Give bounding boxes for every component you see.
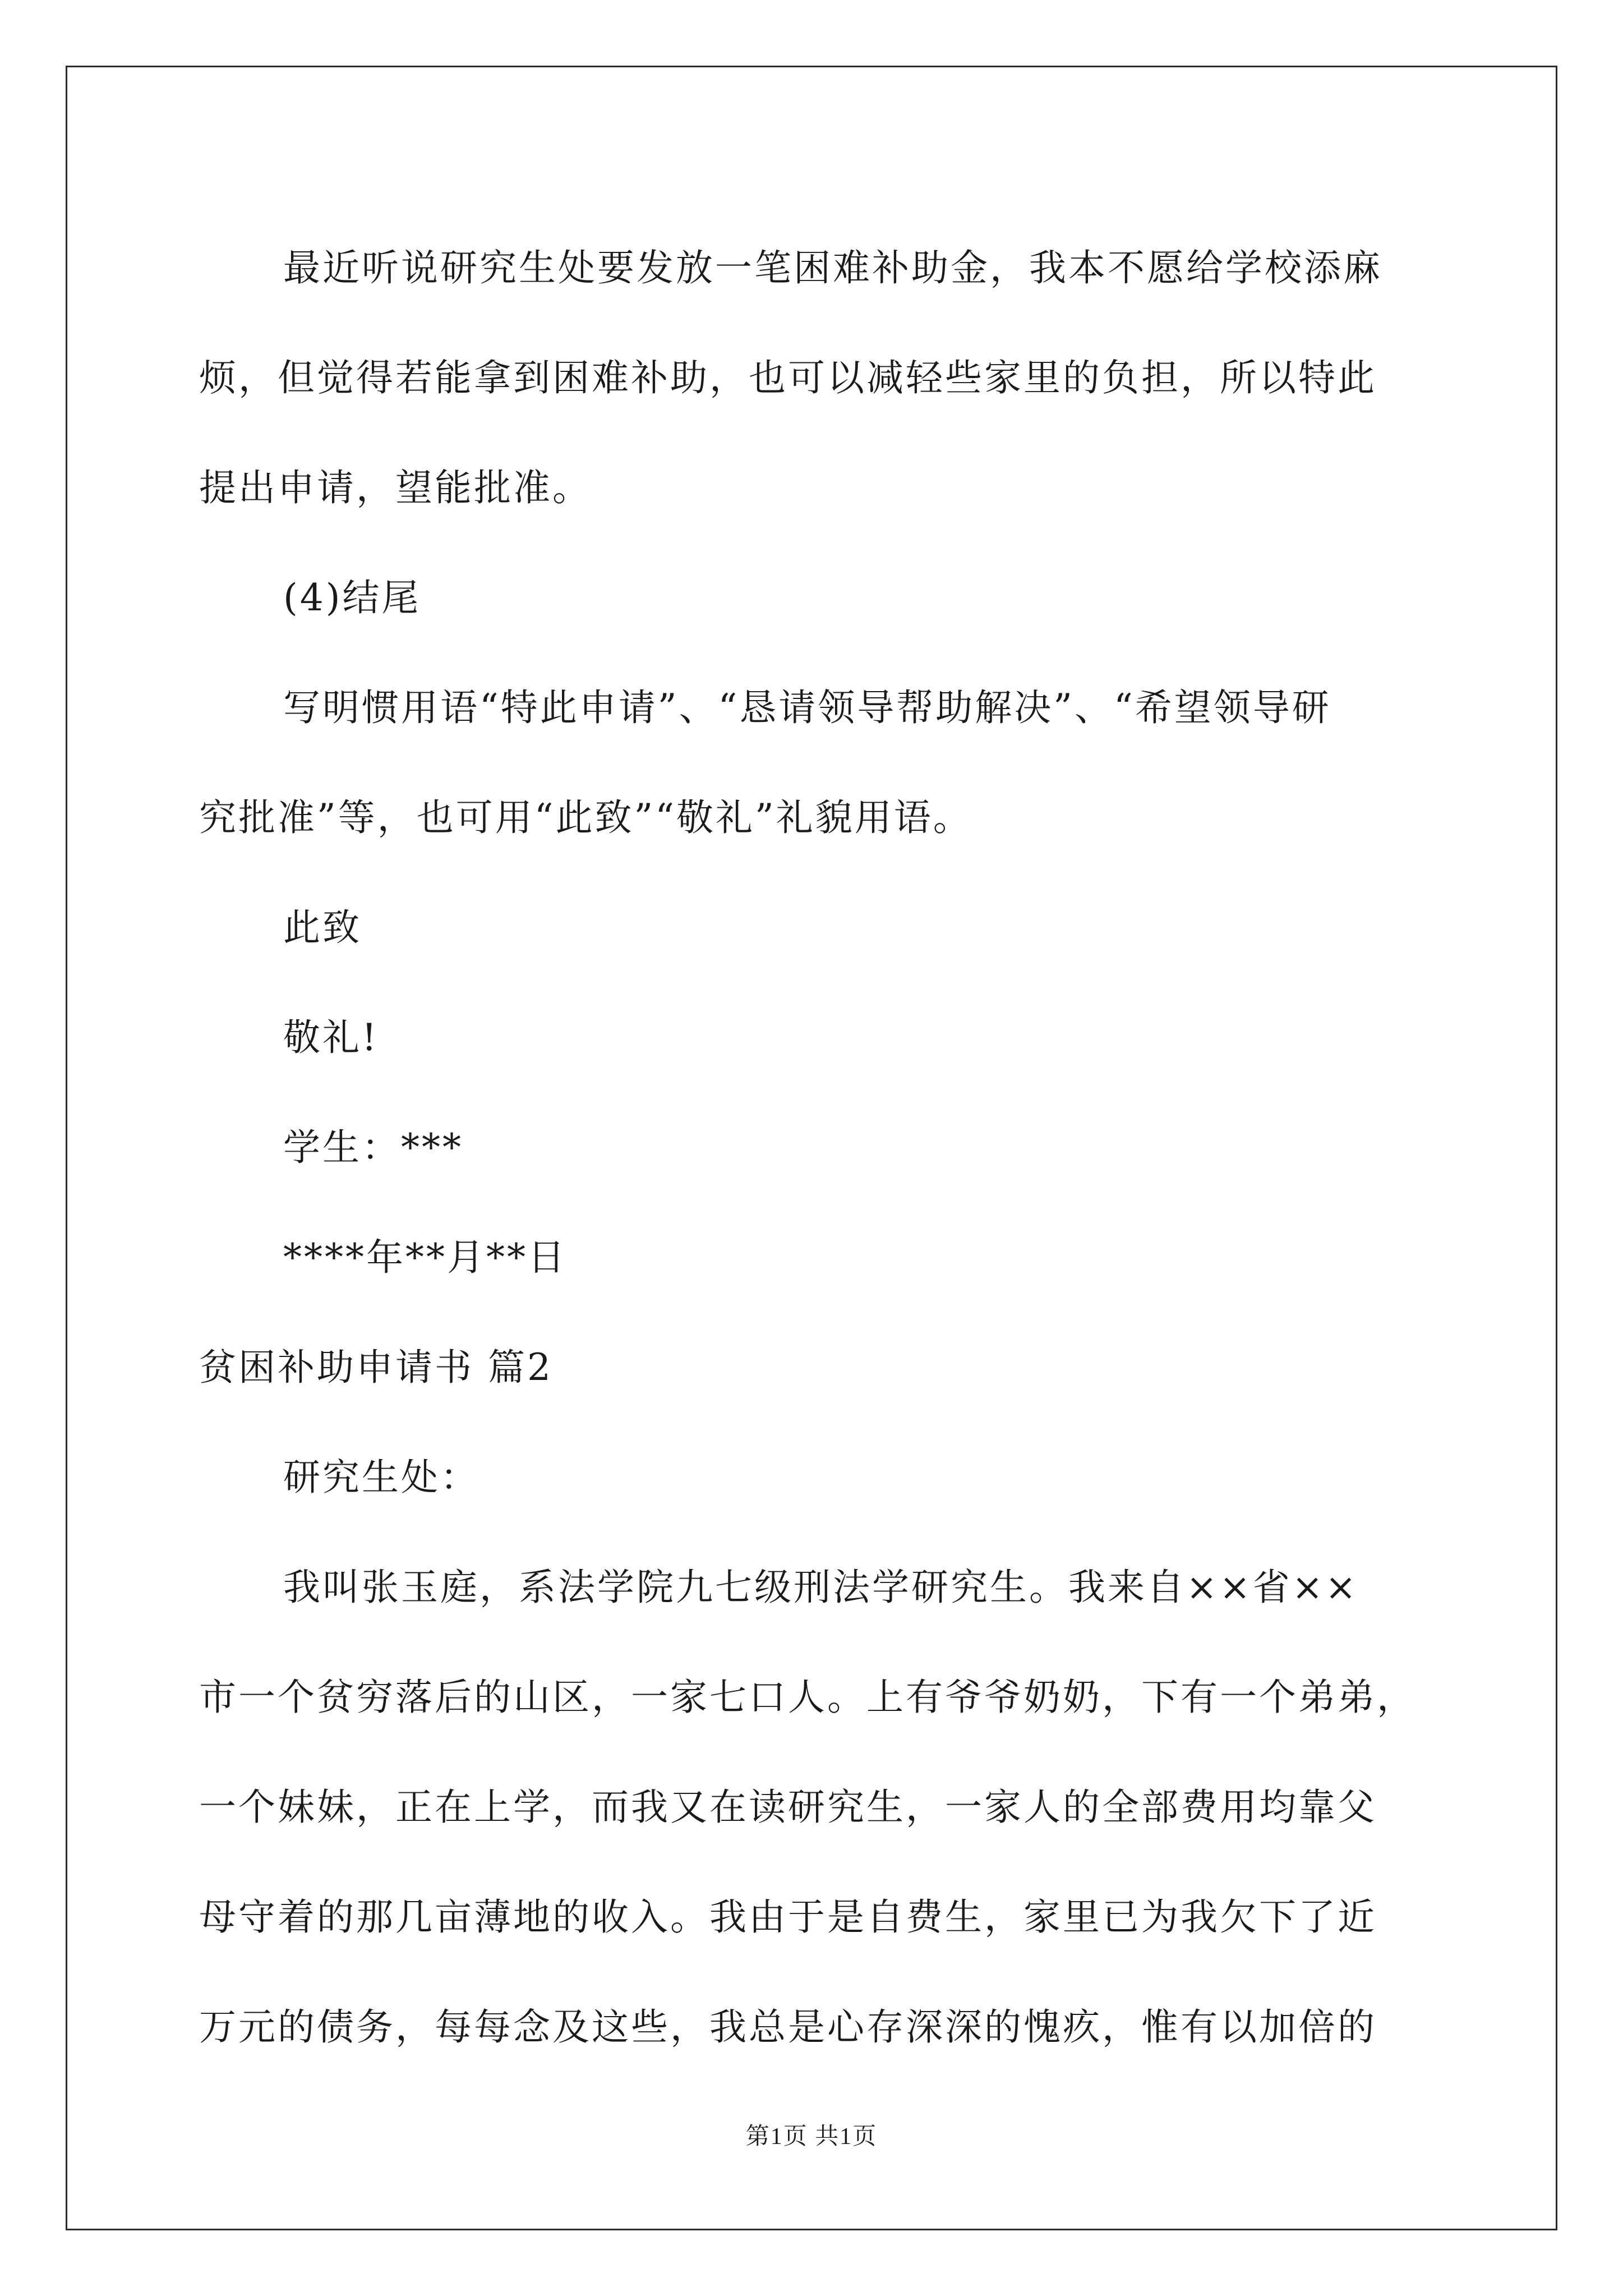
paragraph-line: 市一个贫穷落后的山区，一家七口人。上有爷爷奶奶，下有一个弟弟， xyxy=(199,1676,1416,1719)
closing-salutation: 此致 xyxy=(283,906,362,949)
paragraph-line: 烦，但觉得若能拿到困难补助，也可以减轻些家里的负担，所以特此 xyxy=(199,356,1377,399)
document-heading: 贫困补助申请书 篇2 xyxy=(199,1346,553,1389)
paragraph-line: 母守着的那几亩薄地的收入。我由于是自费生，家里已为我欠下了近 xyxy=(199,1895,1377,1939)
paragraph-line: 一个妹妹，正在上学，而我又在读研究生，一家人的全部费用均靠父 xyxy=(199,1786,1377,1829)
section-subheading: (4)结尾 xyxy=(283,576,421,619)
closing-regards: 敬礼! xyxy=(283,1016,379,1059)
document-body xyxy=(199,213,1427,2082)
signature-line: 学生：*** xyxy=(283,1126,463,1169)
paragraph-line: 最近听说研究生处要发放一笔困难补助金，我本不愿给学校添麻 xyxy=(283,246,1382,289)
paragraph-line: 写明惯用语“特此申请”、“恳请领导帮助解决”、“希望领导研 xyxy=(283,686,1331,729)
date-line: ****年**月**日 xyxy=(283,1236,567,1279)
recipient-line: 研究生处： xyxy=(283,1456,479,1499)
paragraph-line: 究批准”等，也可用“此致”“敬礼”礼貌用语。 xyxy=(199,796,972,839)
paragraph-line: 提出申请，望能批准。 xyxy=(199,466,592,509)
paragraph-line: 我叫张玉庭，系法学院九七级刑法学研究生。我来自××省×× xyxy=(283,1566,1359,1609)
page-footer: 第1页 共1页 xyxy=(745,2124,878,2150)
paragraph-line: 万元的债务，每每念及这些，我总是心存深深的愧疚，惟有以加倍的 xyxy=(199,2005,1377,2049)
